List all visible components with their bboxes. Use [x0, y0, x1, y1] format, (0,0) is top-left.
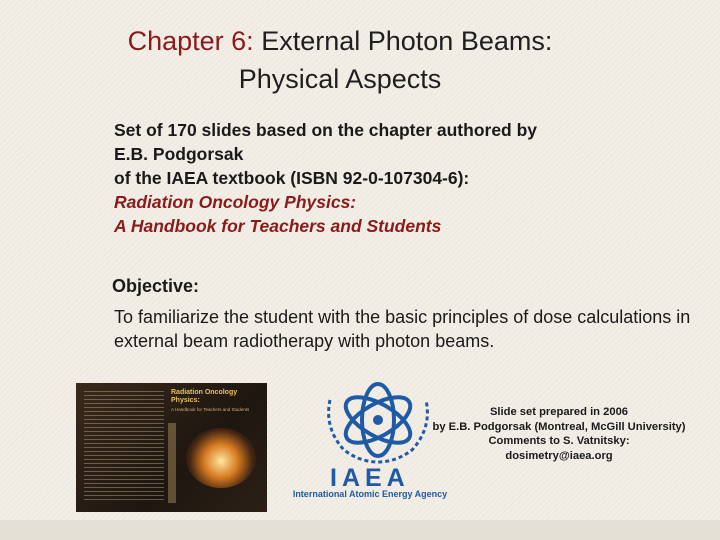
iaea-wordmark: IAEA — [330, 464, 410, 492]
cover-spine — [168, 423, 176, 503]
cover-title: Radiation Oncology Physics: — [171, 389, 238, 404]
iaea-agency-name: International Atomic Energy Agency — [292, 489, 448, 499]
intro-line: of the IAEA textbook (ISBN 92-0-107304-6): — [114, 168, 470, 188]
credits-line: Comments to S. Vatnitsky: — [488, 435, 630, 447]
cover-subtitle: A Handbook for Teachers and Students — [171, 407, 250, 412]
title-line2: Physical Aspects — [238, 64, 442, 94]
cover-machine-glow — [186, 428, 256, 488]
slide-title — [60, 22, 620, 98]
book-cover-image — [76, 383, 267, 512]
book-subtitle: A Handbook for Teachers and Students — [114, 216, 442, 236]
intro-line: Set of 170 slides based on the chapter authored by — [114, 120, 538, 140]
contact-email[interactable]: dosimetry@iaea.org — [505, 449, 613, 462]
objective-heading: Objective: — [112, 276, 200, 296]
objective-text: To familiarize the student with the basic principles of dose calculations in external beam radiotherapy with photon beams. — [114, 307, 691, 351]
cover-text-column — [84, 391, 164, 501]
credits-line: Slide set prepared in 2006 — [489, 406, 629, 418]
credits-block — [420, 405, 698, 463]
intro-block — [114, 118, 674, 238]
chapter-label: Chapter 6: — [127, 26, 254, 56]
author-name: E.B. Podgorsak — [114, 144, 244, 164]
credits-line: by E.B. Podgorsak (Montreal, McGill University) — [432, 420, 686, 433]
bottom-bar — [0, 520, 720, 540]
book-title: Radiation Oncology Physics: — [114, 192, 357, 212]
title-line1: External Photon Beams: — [261, 26, 553, 56]
